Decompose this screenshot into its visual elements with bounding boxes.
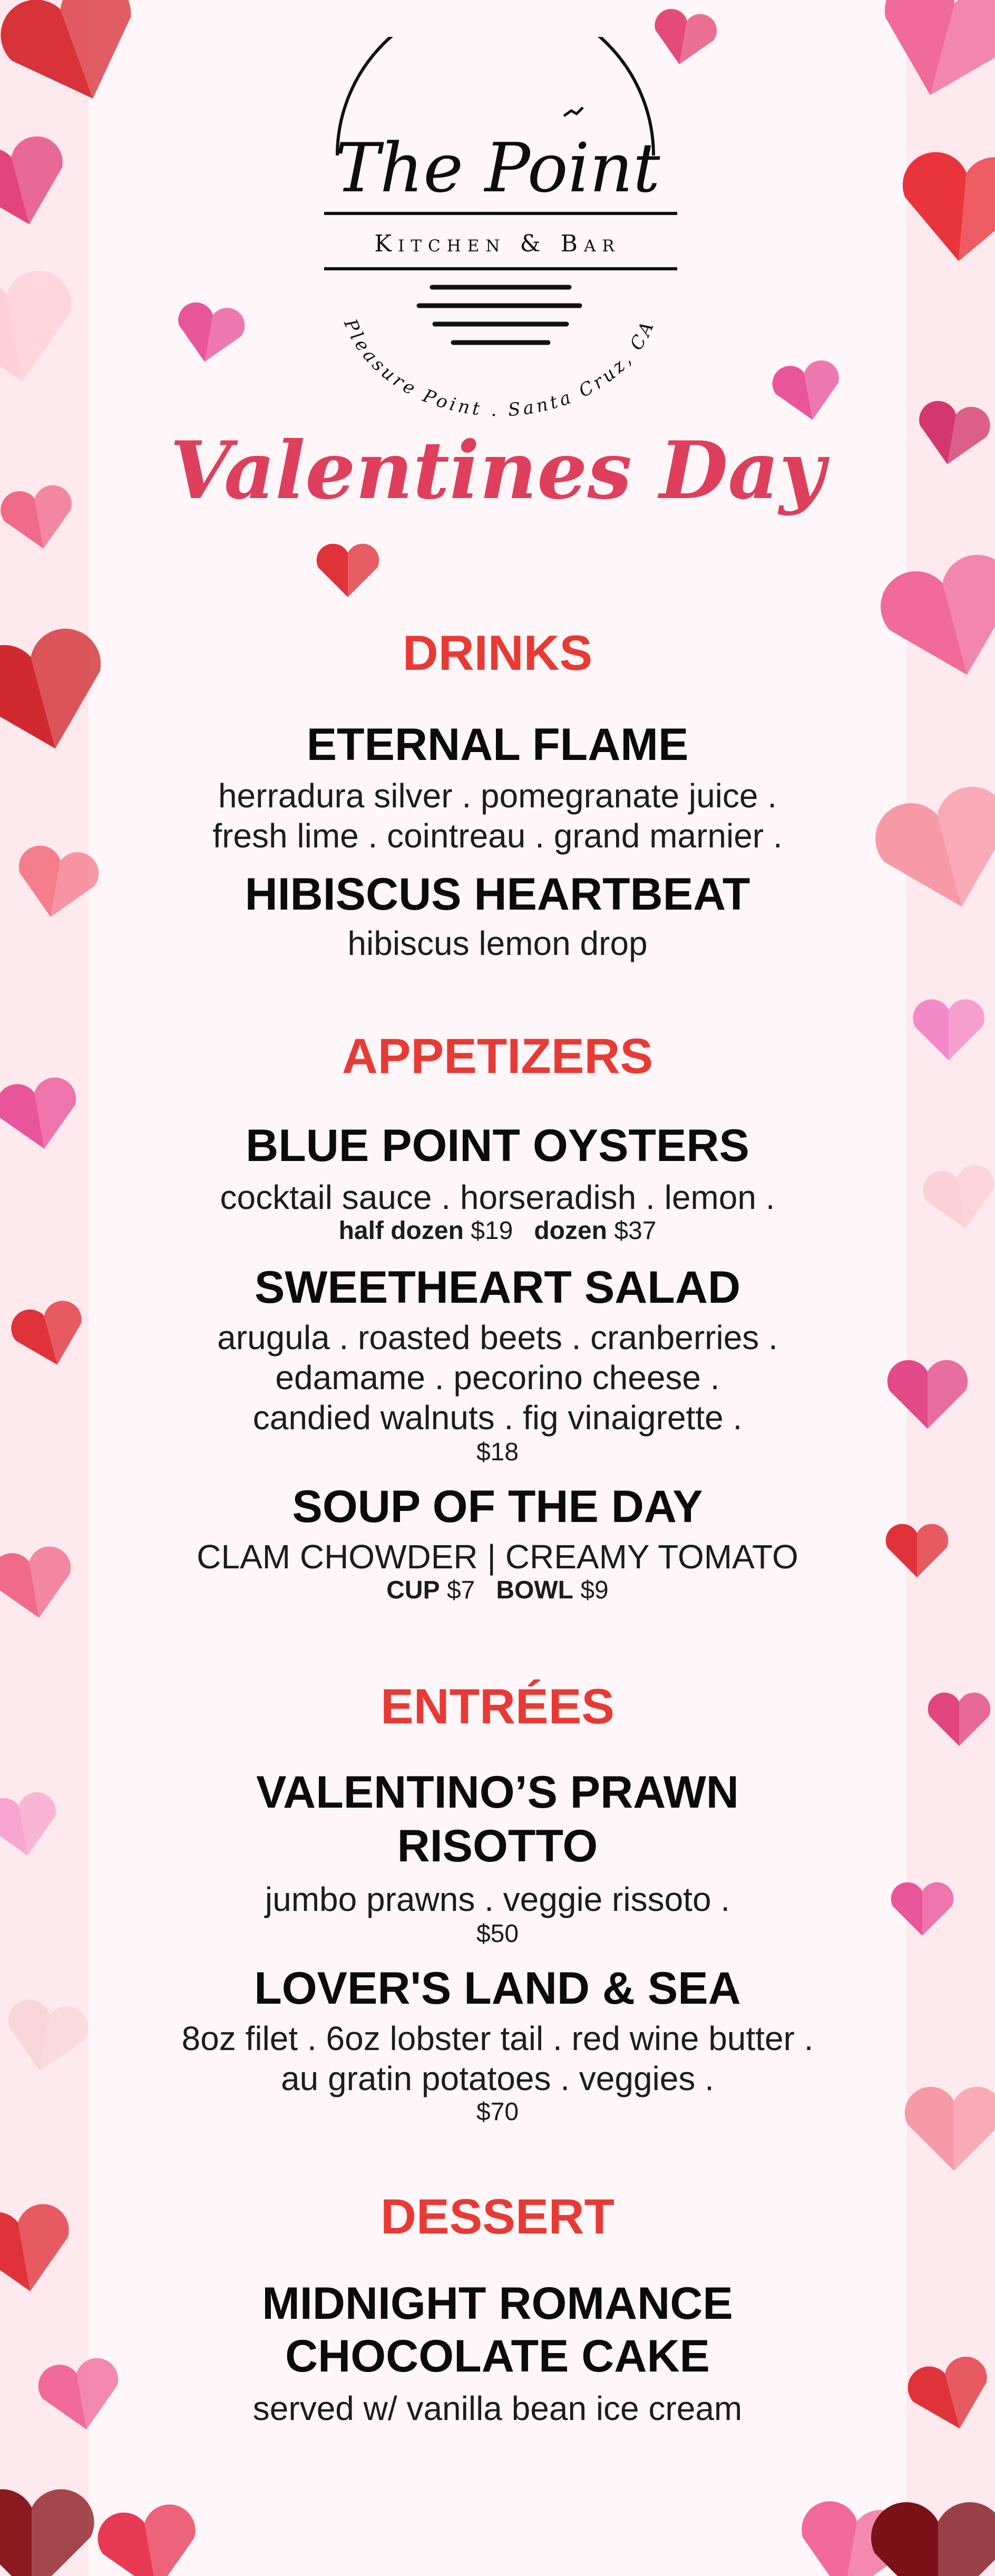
heart-icon [871,2502,995,2576]
heart-icon [0,0,156,121]
item-desc-line: arugula . roasted beets . cranberries . [217,1319,778,1357]
item-desc-line: candied walnuts . fig vinaigrette . [252,1399,743,1437]
svg-text:Pleasure Point . Santa Cruz, C: Pleasure Point . Santa Cruz, CA [339,316,659,421]
item-name-midnight-romance-chocolate-cake: MIDNIGHT ROMANCE [262,2278,733,2329]
heart-icon [0,2200,79,2300]
heart-icon [94,2501,205,2576]
heart-icon [1,1996,92,2078]
item-desc-line: jumbo prawns . veggie rissoto . [265,1880,730,1918]
heart-icon [0,1789,63,1862]
heart-icon [172,300,248,368]
event-title: Valentines Day [170,424,825,517]
logo-subtitle: Kitchen & Bar [374,230,621,257]
section-title-entrees: ENTRÉES [381,1679,614,1734]
item-price [89,1215,906,1247]
item-price [89,1575,906,1606]
item-name-hibiscus-heartbeat: HIBISCUS HEARTBEAT [245,869,750,920]
heart-icon [903,2352,995,2439]
heart-icon [928,1693,991,1746]
heart-icon [0,1074,84,1156]
heart-icon [769,358,845,426]
price-label: CUP [386,1576,440,1604]
item-desc-line: 8oz filet . 6oz lobster tail . red wine butter . [181,2019,814,2057]
price-value: $7 [446,1576,475,1604]
item-price: $70 [476,2098,519,2126]
price-label: half dozen [338,1217,464,1245]
item-desc-line: edamame . pecorino cheese . [275,1359,720,1397]
heart-icon [896,149,995,267]
item-name-line-2: CHOCOLATE CAKE [285,2331,710,2382]
section-title-dessert: DESSERT [381,2189,614,2244]
price-label: BOWL [496,1576,573,1604]
heart-icon [905,2087,995,2171]
heart-icon [0,1543,79,1625]
price-value: $37 [614,1217,657,1245]
item-name-sweetheart-salad: SWEETHEART SALAD [254,1262,741,1313]
logo-location-arc [295,37,701,422]
item-price: $50 [476,1920,519,1948]
section-title-drinks: DRINKS [402,625,593,680]
price-value: $9 [580,1576,609,1604]
item-name-valentinos-prawn-risotto: VALENTINO’S PRAWN [256,1767,739,1818]
item-desc-line: CLAM CHOWDER | CREAMY TOMATO [197,1538,798,1576]
logo-name: The Point [335,129,660,208]
item-name-eternal-flame: ETERNAL FLAME [306,719,689,770]
item-name-blue-point-oysters: BLUE POINT OYSTERS [246,1120,749,1171]
heart-icon [913,999,984,1060]
item-desc-line: cocktail sauce . horseradish . lemon . [220,1178,775,1216]
heart-icon [0,266,84,393]
item-name-line-2: RISOTTO [397,1821,598,1871]
heart-icon [920,1162,995,1235]
section-title-appetizers: APPETIZERS [342,1028,653,1084]
heart-icon [0,482,79,555]
item-desc-line: au gratin potatoes . veggies . [281,2060,714,2097]
heart-icon [0,2489,94,2576]
item-name-lovers-land-and-sea: LOVER'S LAND & SEA [254,1963,741,2014]
item-desc-line: herradura silver . pomegranate juice . [218,777,777,815]
heart-icon [912,398,993,471]
item-name-soup-of-the-day: SOUP OF THE DAY [292,1481,703,1532]
price-label: dozen [534,1217,607,1245]
item-desc-line: served w/ vanilla bean ice cream [252,2389,743,2427]
heart-icon [7,1296,92,1374]
item-price: $18 [476,1438,519,1466]
item-desc-line: hibiscus lemon drop [347,924,648,962]
heart-icon [317,544,379,597]
heart-icon [865,0,995,112]
item-desc-line: fresh lime . cointreau . grand marnier . [212,817,783,855]
price-value: $19 [471,1217,513,1245]
heart-icon [0,131,77,237]
